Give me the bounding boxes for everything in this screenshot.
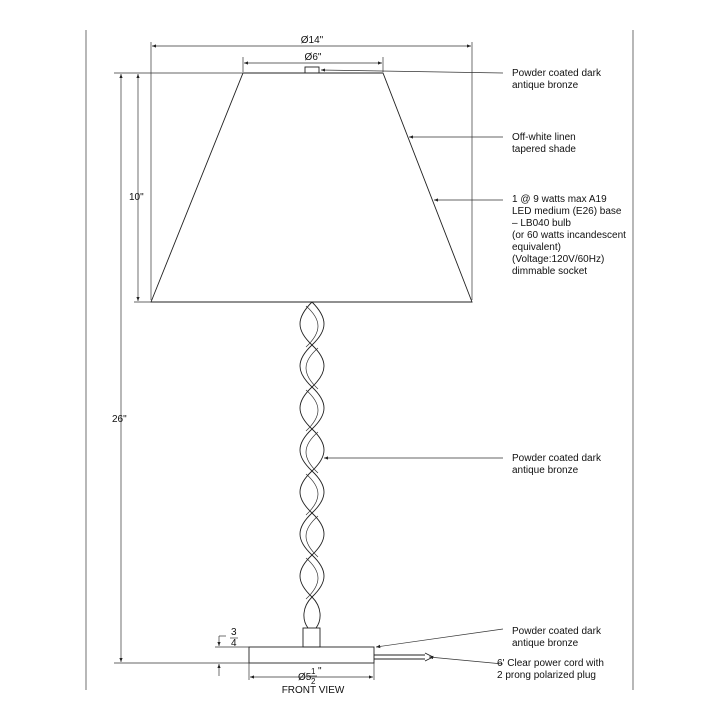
finial-callout: Powder coated dark antique bronze — [512, 68, 601, 91]
lamp-shade — [151, 73, 472, 302]
base-width-prefix: Ø5 — [298, 672, 312, 683]
shade-callout: Off-white linen tapered shade — [512, 132, 576, 155]
column-callout: Powder coated dark antique bronze — [512, 453, 601, 476]
base-leader — [376, 629, 503, 647]
base-height-den: 4 — [231, 638, 237, 649]
shade-height-dim: 10" — [129, 192, 144, 203]
shade-width-dim: Ø14" — [300, 35, 324, 46]
lamp-base — [249, 647, 374, 663]
bulb-callout: 1 @ 9 watts max A19 LED medium (E26) base – LB040 bulb (or 60 watts incandescent equivalent) (Voltage:120V/60Hz) dimmable socket — [512, 194, 626, 277]
base-width-den: 2 — [311, 677, 316, 686]
base-height-num: 3 — [231, 627, 237, 638]
base-width-suffix: " — [318, 666, 322, 677]
top-width-dim: Ø6" — [304, 52, 322, 63]
cord-callout: 6' Clear power cord with 2 prong polarized plug — [497, 658, 604, 681]
finial-cap — [305, 67, 319, 73]
base-callout: Powder coated dark antique bronze — [512, 626, 601, 649]
overall-height-dim: 26" — [112, 414, 127, 425]
twisted-column — [300, 302, 324, 647]
base-width-num: 1 — [311, 667, 316, 676]
power-cord — [374, 653, 433, 661]
view-label: FRONT VIEW — [281, 685, 345, 696]
cord-leader — [429, 657, 503, 664]
